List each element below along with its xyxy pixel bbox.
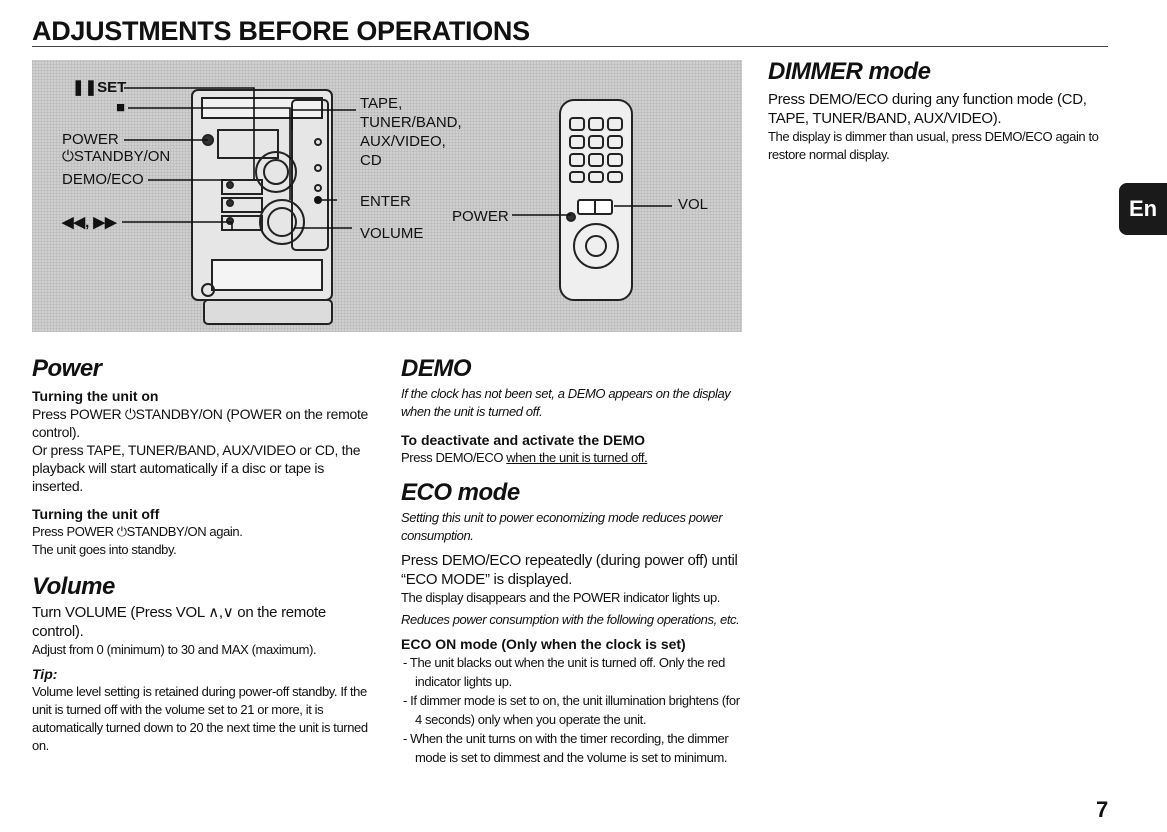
list-item: - The unit blacks out when the unit is turned off. Only the red indicator lights up. <box>403 655 725 689</box>
tip-text: Volume level setting is retained during power-off standby. If the unit is turned off with the volume set to 21 or more, it is automatically turned down to 20 the next time the unit is turned on. <box>32 684 368 753</box>
label-enter: ENTER <box>360 193 411 210</box>
list-item: - If dimmer mode is set to on, the unit illumination brightens (for 4 seconds) only when you operate the unit. <box>403 693 740 727</box>
turning-off-text-2: The unit goes into standby. <box>32 542 177 557</box>
language-tab: En <box>1119 183 1167 235</box>
label-stop: ■ <box>116 99 126 116</box>
dimmer-text-1: Press DEMO/ECO during any function mode (CD, TAPE, TUNER/BAND, AUX/VIDEO). <box>768 91 1087 127</box>
page-number: 7 <box>1096 797 1109 822</box>
volume-heading: Volume <box>32 573 115 600</box>
turning-off-text-1: Press POWER ⏻STANDBY/ON again. <box>32 524 243 539</box>
list-item: - When the unit turns on with the timer recording, the dimmer mode is set to dimmest and the volume is set to minimum. <box>403 731 729 765</box>
turning-off-heading: Turning the unit off <box>32 506 160 522</box>
label-remote-power: POWER <box>452 208 509 225</box>
label-cd: CD <box>360 152 382 169</box>
eco-text-2: The display disappears and the POWER indicator lights up. <box>401 590 720 605</box>
label-aux: AUX/VIDEO, <box>360 133 446 150</box>
label-vol: VOL <box>678 196 709 213</box>
eco-note: Reduces power consumption with the following operations, etc. <box>401 612 740 627</box>
label-power: POWER <box>62 131 119 148</box>
eco-on-heading: ECO ON mode (Only when the clock is set) <box>401 636 686 652</box>
label-tuner: TUNER/BAND, <box>360 114 462 131</box>
eco-intro: Setting this unit to power economizing mode reduces power consumption. <box>401 510 723 543</box>
eco-text-1: Press DEMO/ECO repeatedly (during power off) until “ECO MODE” is displayed. <box>401 552 738 588</box>
demo-heading: DEMO <box>401 355 471 382</box>
demo-toggle-text: Press DEMO/ECO when the unit is turned off. <box>401 450 648 465</box>
eco-heading: ECO mode <box>401 479 520 506</box>
turning-on-text-2: Or press TAPE, TUNER/BAND, AUX/VIDEO or CD, the playback will start automatically if a disc or tape is inserted. <box>32 442 361 494</box>
left-column <box>32 355 374 755</box>
eco-on-list <box>401 653 743 767</box>
demo-intro: If the clock has not been set, a DEMO appears on the display when the unit is turned off. <box>401 386 731 419</box>
title-rule <box>32 46 1108 47</box>
label-skip: ◀◀, ▶▶ <box>62 214 117 231</box>
tip-heading: Tip: <box>32 666 58 682</box>
power-heading: Power <box>32 355 102 382</box>
demo-toggle-heading: To deactivate and activate the DEMO <box>401 432 646 448</box>
label-volume: VOLUME <box>360 225 424 242</box>
label-standby: ⏻STANDBY/ON <box>62 148 171 165</box>
label-set: ❚❚SET <box>72 79 127 96</box>
volume-text-1: Turn VOLUME (Press VOL ∧,∨ on the remote control). <box>32 604 326 640</box>
page-title: ADJUSTMENTS BEFORE OPERATIONS <box>32 16 530 46</box>
right-column <box>768 58 1110 164</box>
dimmer-heading: DIMMER mode <box>768 58 931 85</box>
label-demo-eco: DEMO/ECO <box>62 171 144 188</box>
turning-on-heading: Turning the unit on <box>32 388 159 404</box>
volume-text-2: Adjust from 0 (minimum) to 30 and MAX (maximum). <box>32 642 317 657</box>
label-tape: TAPE, <box>360 95 403 112</box>
dimmer-text-2: The display is dimmer than usual, press DEMO/ECO again to restore normal display. <box>768 129 1099 162</box>
turning-on-text-1: Press POWER ⏻STANDBY/ON (POWER on the remote control). <box>32 406 369 440</box>
middle-column <box>401 355 743 767</box>
control-diagram <box>32 60 742 332</box>
